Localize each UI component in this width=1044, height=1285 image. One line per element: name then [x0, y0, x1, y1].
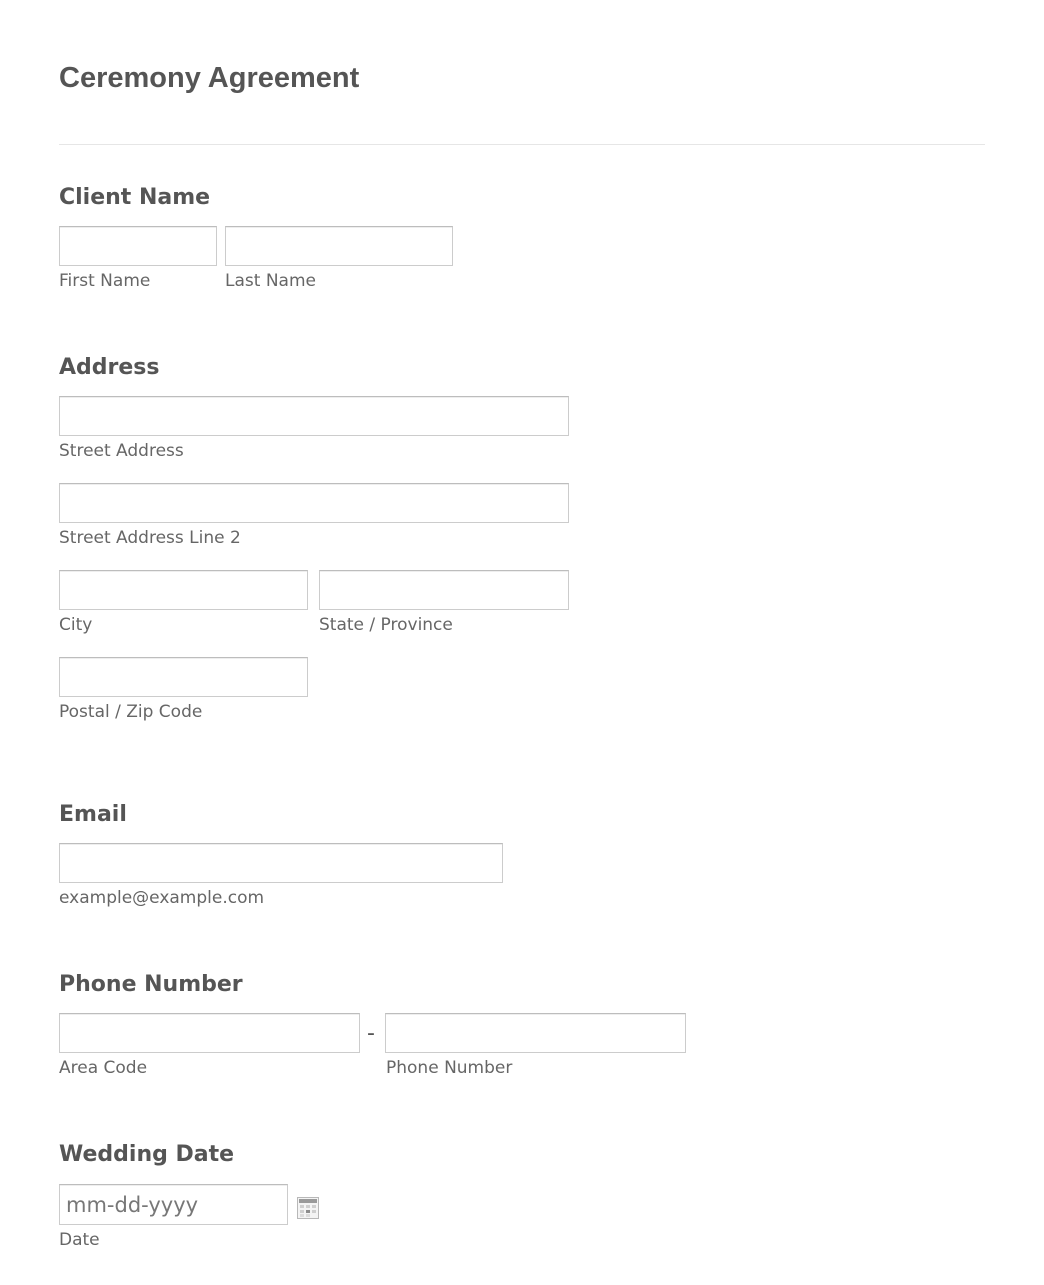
city-sublabel: City — [59, 615, 93, 635]
last-name-sublabel: Last Name — [225, 271, 316, 291]
wedding-date-sublabel: Date — [59, 1230, 100, 1250]
first-name-sublabel: First Name — [59, 271, 151, 291]
phone-number-label: Phone Number — [59, 972, 243, 997]
phone-separator: - — [367, 1021, 375, 1046]
first-name-input[interactable] — [59, 226, 217, 266]
client-name-label: Client Name — [59, 185, 211, 210]
state-province-input[interactable] — [319, 570, 569, 610]
street-address-line2-input[interactable] — [59, 483, 569, 523]
street-address-sublabel: Street Address — [59, 441, 184, 461]
street-address-line2-sublabel: Street Address Line 2 — [59, 528, 241, 548]
wedding-date-input[interactable] — [59, 1184, 288, 1225]
email-sublabel: example@example.com — [59, 888, 265, 908]
postal-code-sublabel: Postal / Zip Code — [59, 702, 203, 722]
last-name-input[interactable] — [225, 226, 453, 266]
email-input[interactable] — [59, 843, 503, 883]
state-province-sublabel: State / Province — [319, 615, 453, 635]
postal-code-input[interactable] — [59, 657, 308, 697]
form-title: Ceremony Agreement — [59, 62, 360, 94]
area-code-input[interactable] — [59, 1013, 360, 1053]
calendar-icon[interactable] — [297, 1197, 319, 1219]
city-input[interactable] — [59, 570, 308, 610]
wedding-date-label: Wedding Date — [59, 1142, 235, 1167]
street-address-input[interactable] — [59, 396, 569, 436]
area-code-sublabel: Area Code — [59, 1058, 148, 1078]
phone-number-sublabel: Phone Number — [386, 1058, 513, 1078]
email-label: Email — [59, 802, 127, 827]
phone-number-input[interactable] — [385, 1013, 686, 1053]
header-divider — [59, 144, 985, 145]
address-label: Address — [59, 355, 160, 380]
